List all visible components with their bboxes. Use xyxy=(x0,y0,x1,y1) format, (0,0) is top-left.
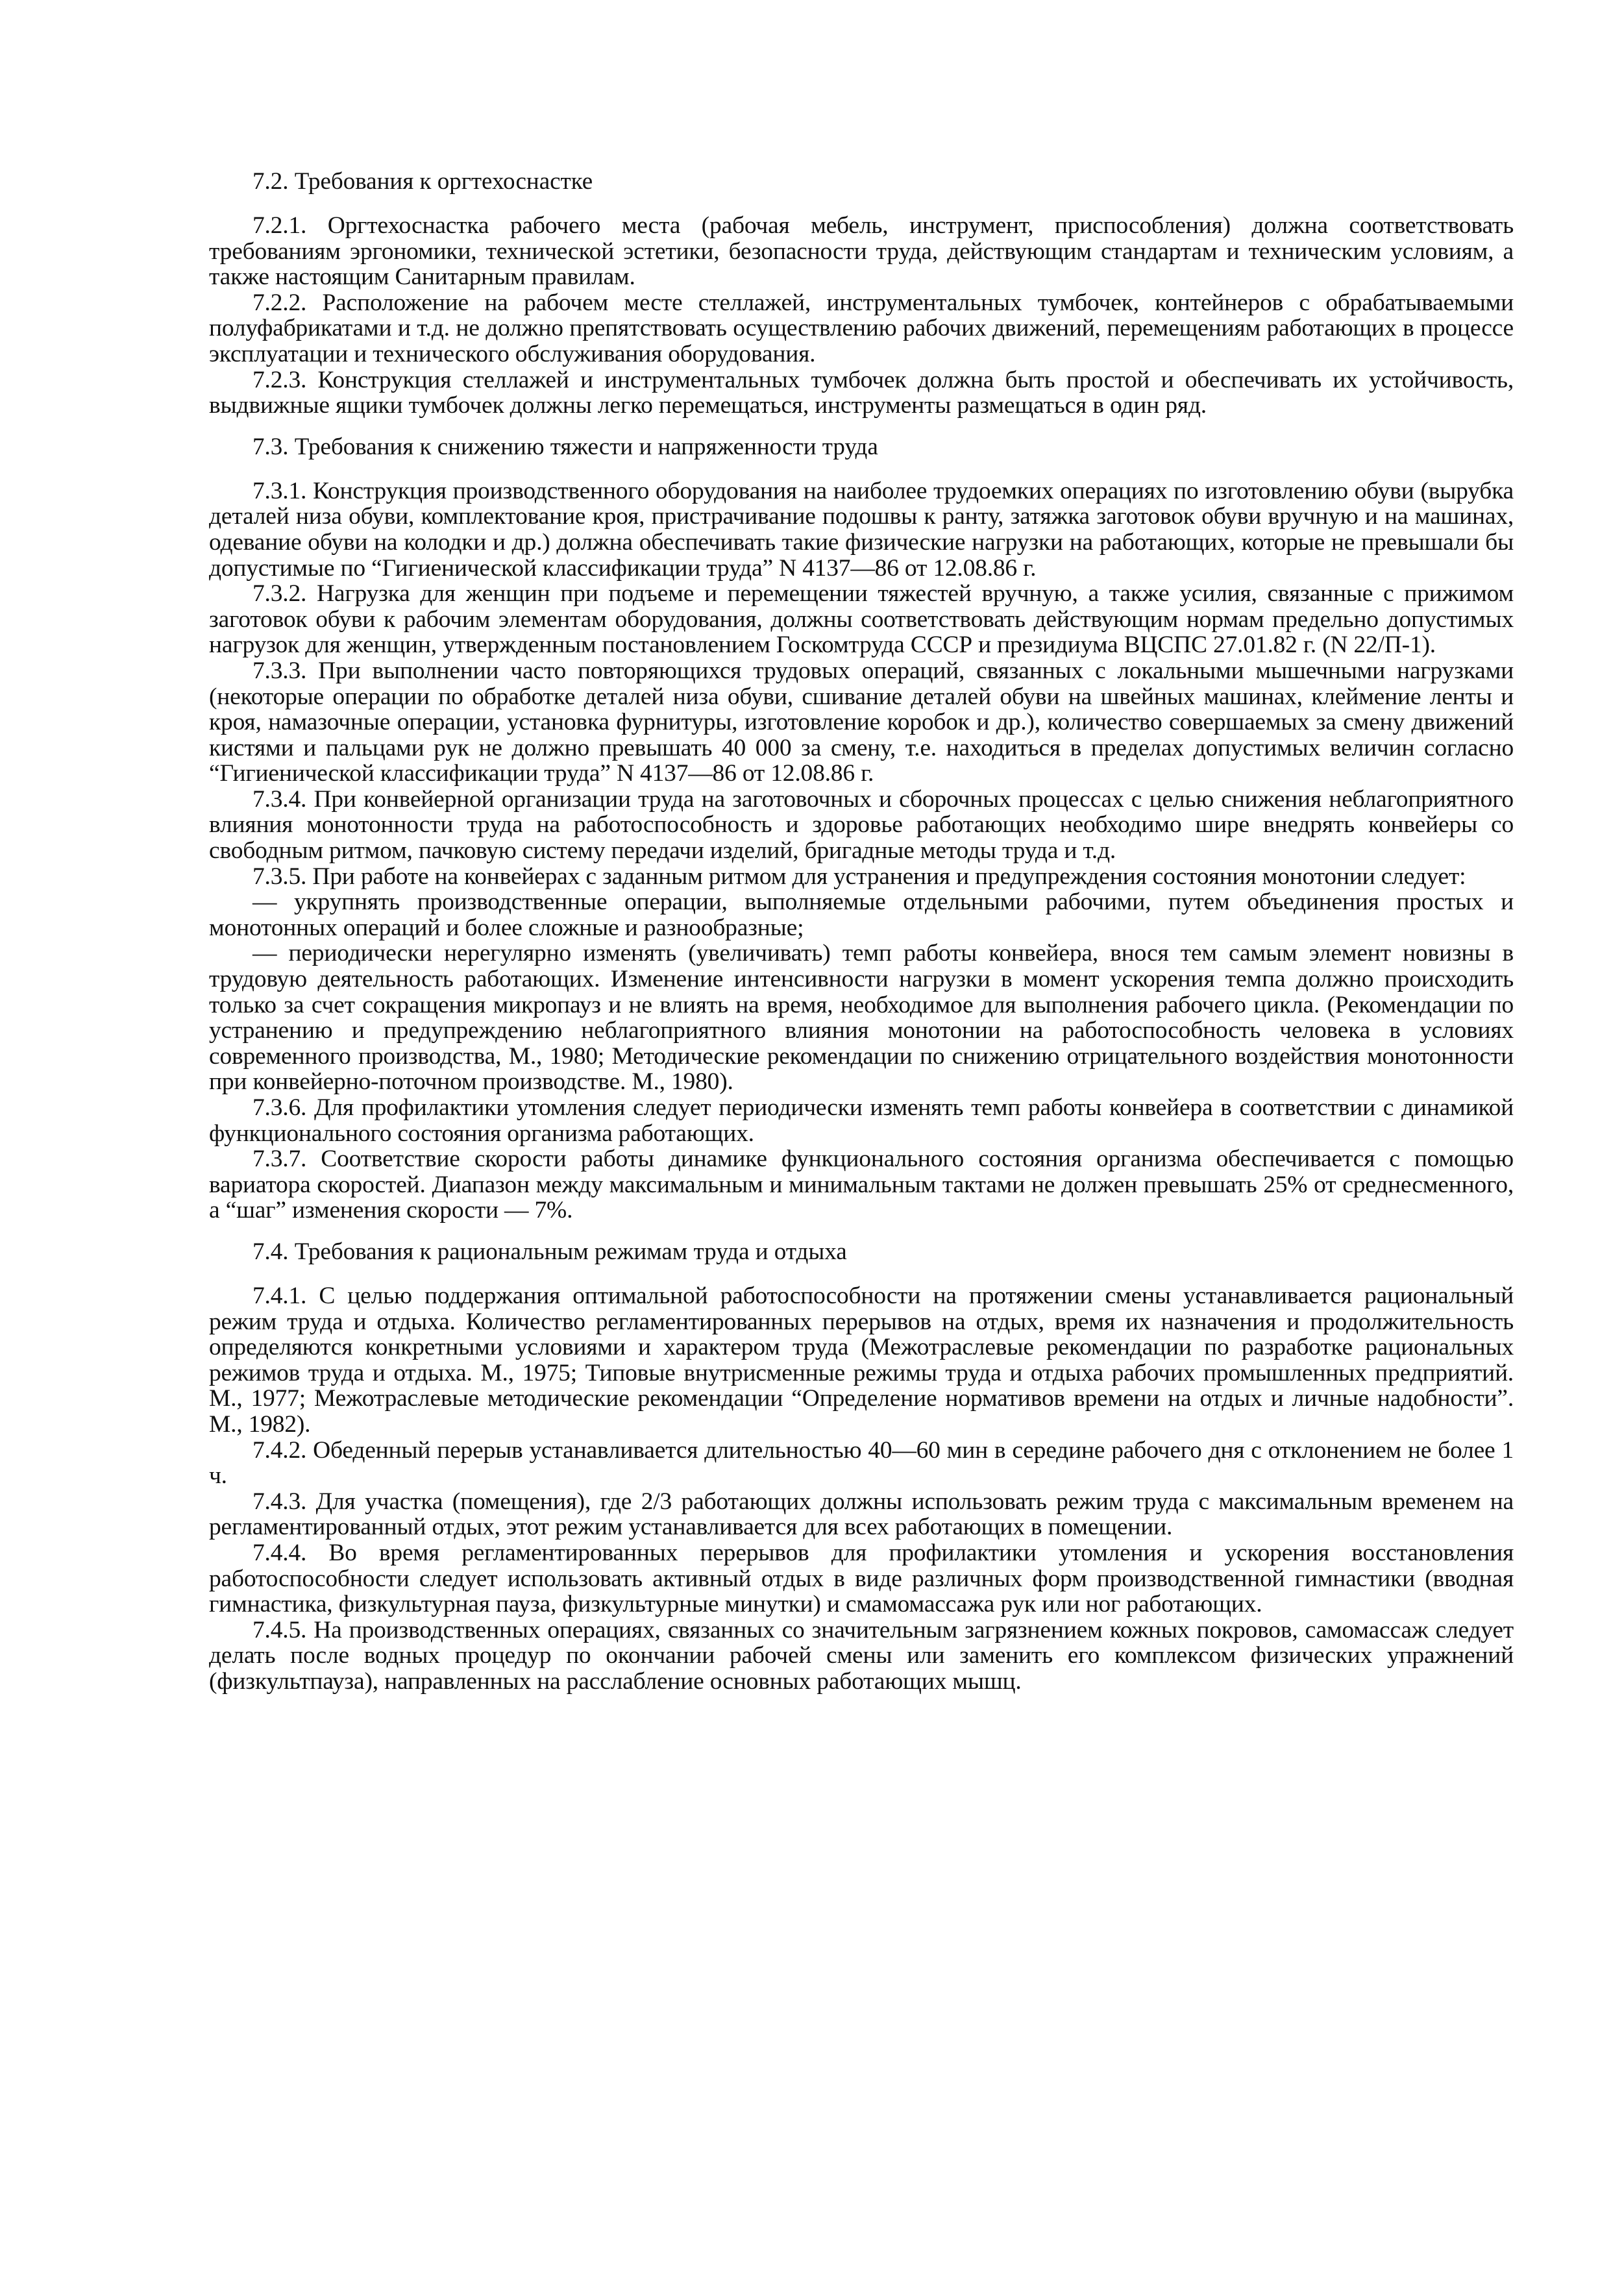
section-heading-7-2: 7.2. Требования к оргтехоснастке xyxy=(252,168,593,195)
paragraph-7-3-5: 7.3.5. При работе на конвейерах с заданным ритмом для устранения и предупреждения состояния монотонии следует: xyxy=(252,863,1466,890)
paragraph-7-4-3: 7.4.3. Для участка (помещения), где 2/3 работающих должны использовать режим труда с максимальным временем на регламентированный отдых, этот режим устанавливается для всех работающих в помещении. xyxy=(209,1488,1514,1541)
document-page xyxy=(209,167,1514,1694)
paragraph-7-4-5: 7.4.5. На производственных операциях, связанных со значительным загрязнением кожных покровов, самомассаж следует делать после водных процедур по окончании рабочей смены или заменить его комплексом физических упражнений (физкультпауза), направленных на расслабление основных работающих мышц. xyxy=(209,1616,1514,1695)
paragraph-7-3-1: 7.3.1. Конструкция производственного оборудования на наиболее трудоемких операциях по изготовлению обуви (вырубка деталей низа обуви, комплектование кроя, пристрачивание подошвы к ранту, затяжка заготовок обуви вручную и на машинах, одевание обуви на колодки и др.) должна обеспечивать такие физические нагрузки на работающих, которые не превышали бы допустимые по “Гигиенической классификации труда” N 4137—86 от 12.08.86 г. xyxy=(209,477,1514,582)
paragraph-7-4-2: 7.4.2. Обеденный перерыв устанавливается длительностью 40—60 мин в середине рабочего дня с отклонением не более 1 ч. xyxy=(209,1436,1514,1490)
list-item-consolidate-operations: — укрупнять производственные операции, выполняемые отдельными рабочими, путем объединения простых и монотонных операций и более сложные и разнообразные; xyxy=(209,889,1514,941)
paragraph-7-2-2: 7.2.2. Расположение на рабочем месте стеллажей, инструментальных тумбочек, контейнеров с обрабатываемыми полуфабрикатами и т.д. не должно препятствовать осуществлению рабочих движений, перемещениям работающих в процессе эксплуатации и технического обслуживания оборудования. xyxy=(209,289,1514,367)
section-heading-7-4: 7.4. Требования к рациональным режимам труда и отдыха xyxy=(252,1238,847,1265)
list-item-vary-conveyor-pace: — периодически нерегулярно изменять (увеличивать) темп работы конвейера, внося тем самым элемент новизны в трудовую деятельность работающих. Изменение интенсивности нагрузки в момент ускорения темпа должно происходить только за счет сокращения микропауз и не влиять на время, необходимое для выполнения рабочего цикла. (Рекомендации по устранению и предупреждению неблагоприятного влияния монотонии на работоспособность человека в условиях современного производства, М., 1980; Методические рекомендации по снижению отрицательного воздействия монотонности при конвейерно-поточном производстве. М., 1980). xyxy=(209,940,1514,1096)
paragraph-7-3-6: 7.3.6. Для профилактики утомления следует периодически изменять темп работы конвейера в соответствии с динамикой функционального состояния организма работающих. xyxy=(209,1094,1514,1147)
paragraph-7-4-4: 7.4.4. Во время регламентированных перерывов для профилактики утомления и ускорения восстановления работоспособности следует использовать активный отдых в виде различных форм производственной гимнастики (вводная гимнастика, физкультурная пауза, физкультурные минутки) и смамомассажа рук или ног работающих. xyxy=(209,1539,1514,1618)
paragraph-7-3-7: 7.3.7. Соответствие скорости работы динамике функционального состояния организма обеспечивается с помощью вариатора скоростей. Диапазон между максимальным и минимальным тактами не должен превышать 25% от среднесменного, а “шаг” изменения скорости — 7%. xyxy=(209,1146,1514,1224)
paragraph-7-3-2: 7.3.2. Нагрузка для женщин при подъеме и перемещении тяжестей вручную, а также усилия, связанные с прижимом заготовок обуви к рабочим элементам оборудования, должны соответствовать действующим нормам предельно допустимых нагрузок для женщин, утвержденным постановлением Госкомтруда СССР и президиума ВЦСПС 27.01.82 г. (N 22/П-1). xyxy=(209,580,1514,659)
paragraph-7-3-4: 7.3.4. При конвейерной организации труда на заготовочных и сборочных процессах с целью снижения неблагоприятного влияния монотонности труда на работоспособность и здоровье работающих необходимо шире внедрять конвейеры со свободным ритмом, пачковую систему передачи изделий, бригадные методы труда и т.д. xyxy=(209,785,1514,865)
paragraph-7-2-1: 7.2.1. Оргтехоснастка рабочего места (рабочая мебель, инструмент, приспособления) должна соответствовать требованиям эргономики, технической эстетики, безопасности труда, действующим стандартам и техническим условиям, а также настоящим Санитарным правилам. xyxy=(209,212,1514,291)
section-heading-7-3: 7.3. Требования к снижению тяжести и напряженности труда xyxy=(252,433,878,460)
paragraph-7-3-3: 7.3.3. При выполнении часто повторяющихся трудовых операций, связанных с локальными мышечными нагрузками (некоторые операции по обработке деталей низа обуви, сшивание деталей обуви на швейных машинах, клеймение ленты и кроя, намазочные операции, установка фурнитуры, изготовление коробок и др.), количество совершаемых за смену движений кистями и пальцами рук не должно превышать 40 000 за смену, т.е. находиться в пределах допустимых величин согласно “Гигиенической классификации труда” N 4137—86 от 12.08.86 г. xyxy=(209,657,1514,787)
paragraph-7-4-1: 7.4.1. С целью поддержания оптимальной работоспособности на протяжении смены устанавливается рациональный режим труда и отдыха. Количество регламентированных перерывов на отдых, время их назначения и продолжительность определяются конкретными условиями и характером труда (Межотраслевые рекомендации по разработке рациональных режимов труда и отдыха. М., 1975; Типовые внутрисменные режимы труда и отдыха рабочих промышленных предприятий. М., 1977; Межотраслевые методические рекомендации “Определение нормативов времени на отдых и личные надобности”. М., 1982). xyxy=(209,1282,1514,1438)
paragraph-7-2-3: 7.2.3. Конструкция стеллажей и инструментальных тумбочек должна быть простой и обеспечивать их устойчивость, выдвижные ящики тумбочек должны легко перемещаться, инструменты размещаться в один ряд. xyxy=(209,366,1514,419)
